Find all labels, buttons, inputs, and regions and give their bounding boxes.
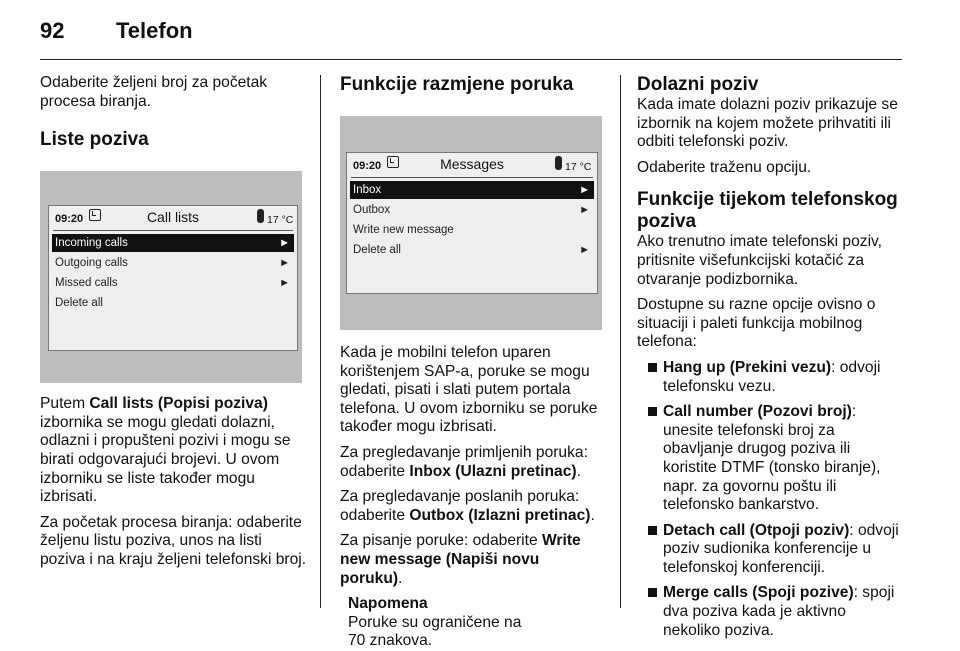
select-option-paragraph: Odaberite traženu opciju. — [637, 158, 812, 176]
inbox-paragraph — [340, 444, 606, 481]
messages-display — [346, 152, 598, 294]
display-title: Call lists — [146, 209, 200, 226]
bullet-square-icon — [648, 526, 657, 535]
menu-item-label: Inbox — [353, 184, 382, 196]
options-paragraph: Dostupne su razne opcije ovisno o situaciji i paleti funkcija mobilnog telefona: — [637, 296, 876, 351]
option-term: Detach call (Otpoji poziv) — [663, 521, 850, 539]
page-number: 92 — [40, 18, 65, 43]
menu-item-missed-calls[interactable] — [52, 274, 294, 292]
incoming-call-paragraph: Kada imate dolazni poziv prikazuje se izbornik na kojem možete prihvatiti ili odbiti telefonski poziv. — [637, 96, 898, 151]
display-status-bar — [347, 153, 597, 175]
display-time: 09:20 — [55, 213, 84, 226]
menu-item-delete-all[interactable] — [52, 294, 294, 312]
note-box — [340, 595, 606, 651]
option-description: : odvoji telefonsku vezu. — [663, 358, 881, 395]
option-term: Merge calls (Spoji pozive) — [663, 584, 854, 602]
thermometer-icon — [555, 156, 562, 170]
column-divider-1 — [320, 75, 321, 608]
section-heading-incoming-call: Dolazni poziv — [637, 74, 759, 95]
display-divider — [53, 230, 293, 231]
display-temperature: 17 °C — [565, 161, 592, 173]
display-status-bar — [49, 206, 297, 228]
option-description: : odvoji poziv sudionika konferencije u telefonskoj konferenciji. — [663, 521, 899, 576]
chevron-right-icon: ► — [279, 257, 290, 270]
option-term: Call number (Pozovi broj) — [663, 403, 852, 421]
column-divider-2 — [620, 75, 621, 608]
menu-term: Outbox (Izlazni pretinac) — [409, 506, 591, 524]
section-heading-messaging: Funkcije razmjene poruka — [340, 74, 574, 95]
menu-item-label: Write new message — [353, 224, 454, 236]
list-item — [648, 359, 903, 396]
menu-item-label: Delete all — [353, 244, 401, 256]
text-run: Za pisanje poruke: odaberite — [340, 532, 542, 550]
text-run: Za pregledavanje primljenih poruka: odaberite — [340, 443, 588, 480]
list-item — [648, 584, 903, 640]
column-1 — [40, 74, 308, 577]
menu-item-label: Outgoing calls — [55, 257, 128, 270]
text-run: . — [398, 569, 403, 587]
option-description: : unesite telefonski broj za obavljanje drugog poziva ili koristite DTMF (tonsko biranje), napr. za govornu poštu ili telefonsko bankarstvo. — [663, 403, 881, 514]
write-message-paragraph — [340, 532, 606, 588]
call-lists-screenshot — [40, 171, 302, 383]
messages-screenshot — [340, 116, 602, 330]
call-lists-display — [48, 205, 298, 351]
display-time: 09:20 — [353, 160, 382, 172]
list-item — [648, 522, 903, 578]
menu-item-label: Incoming calls — [55, 237, 128, 250]
chevron-right-icon: ► — [579, 204, 590, 216]
header-rule — [40, 59, 902, 60]
call-lists-paragraph — [40, 395, 308, 507]
menu-item-delete-all[interactable] — [350, 241, 594, 259]
option-term: Hang up (Prekini vezu) — [663, 358, 832, 376]
section-heading-in-call-functions: Funkcije tijekom telefonskog poziva — [637, 189, 898, 233]
text-run: . — [576, 462, 581, 480]
outbox-paragraph — [340, 488, 606, 525]
list-item — [648, 403, 903, 515]
bullet-square-icon — [648, 407, 657, 416]
menu-item-outbox[interactable] — [350, 201, 594, 219]
page-header — [0, 0, 960, 62]
column-3 — [637, 74, 903, 647]
chapter-title: Telefon — [116, 18, 193, 43]
bullet-square-icon — [648, 363, 657, 372]
menu-term: Write new message (Napiši novu poruku) — [340, 532, 581, 587]
text-run: Putem — [40, 395, 90, 413]
menu-item-label: Delete all — [55, 297, 103, 310]
chevron-right-icon: ► — [279, 237, 290, 250]
menu-item-inbox[interactable] — [350, 181, 594, 199]
display-divider — [351, 177, 593, 178]
intro-text: Odaberite željeni broj za početak procesa biranja. — [40, 74, 268, 110]
display-title: Messages — [440, 156, 504, 172]
chevron-right-icon: ► — [579, 184, 590, 196]
text-run: izbornika se mogu gledati dolazni, odlazni i propušteni pozivi i mogu se birati odgovarajući brojevi. U ovom izborniku se liste također mogu izbrisati. — [40, 413, 291, 506]
menu-term: Call lists (Popisi poziva) — [89, 395, 268, 413]
chevron-right-icon: ► — [279, 277, 290, 290]
menu-item-incoming-calls[interactable] — [52, 234, 294, 252]
in-call-paragraph: Ako trenutno imate telefonski poziv, pritisnite višefunkcijski kotačić za otvaranje podizbornika. — [637, 233, 883, 288]
menu-item-label: Outbox — [353, 204, 391, 216]
note-text: Poruke su ograničene na 70 znakova. — [348, 613, 522, 650]
thermometer-icon — [257, 209, 264, 223]
text-run: Za pregledavanje poslanih poruka: odaberite — [340, 488, 580, 524]
bullet-square-icon — [648, 588, 657, 597]
dialing-paragraph: Za početak procesa biranja: odaberite željenu listu poziva, unos na listi poziva i na kraju željeni telefonski broj. — [40, 513, 307, 568]
menu-term: Inbox (Ulazni pretinac) — [409, 462, 577, 480]
menu-item-write-new-message[interactable] — [350, 221, 594, 239]
section-heading-call-lists: Liste poziva — [40, 129, 149, 151]
chevron-right-icon: ► — [579, 244, 590, 256]
in-call-options-list — [637, 359, 903, 640]
menu-item-outgoing-calls[interactable] — [52, 254, 294, 272]
option-description: : spoji dva poziva kada je aktivno nekoliko poziva. — [663, 584, 895, 639]
menu-item-label: Missed calls — [55, 277, 118, 290]
text-run: . — [590, 506, 595, 524]
note-heading: Napomena — [348, 595, 428, 613]
messaging-paragraph: Kada je mobilni telefon uparen korištenjem SAP-a, poruke se mogu gledati, pisati i slati putem portala telefona. U ovom izborniku se poruke također mogu izbrisati. — [340, 344, 598, 436]
display-temperature: 17 °C — [267, 214, 294, 227]
column-2 — [340, 74, 606, 651]
